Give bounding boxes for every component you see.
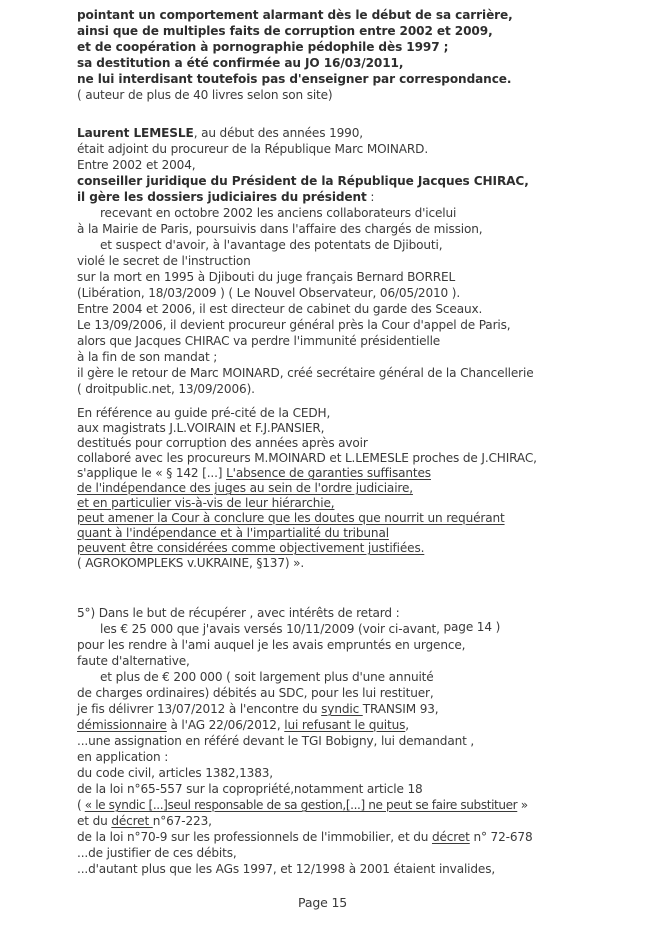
quote-span: « le syndic [...]seul responsable de sa gestion,[...] ne peut se faire substituer — [84, 798, 518, 812]
text-line: collaboré avec les procureurs M.MOINARD et L.LEMESLE proches de J.CHIRAC, — [77, 451, 537, 465]
text-span: démissionnaire — [77, 718, 167, 732]
text-span: il gère les dossiers judiciaires du président — [77, 190, 367, 204]
text-line — [77, 702, 439, 716]
text-line — [77, 830, 533, 844]
text-line: en application : — [77, 750, 169, 764]
text-span: les € 25 000 que j'avais versés 10/11/2009 (voir ci-avant, — [100, 622, 444, 636]
text-line: ainsi que de multiples faits de corruption entre 2002 et 2009, — [77, 24, 493, 38]
text-line — [77, 126, 363, 140]
text-line: était adjoint du procureur de la République Marc MOINARD. — [77, 142, 429, 156]
text-line: destitués pour corruption des années après avoir — [77, 436, 368, 450]
text-span: décret — [111, 814, 153, 828]
text-line: ...d'autant plus que les AGs 1997, et 12/1998 à 2001 étaient invalides, — [77, 862, 496, 876]
text-line: pointant un comportement alarmant dès le début de sa carrière, — [77, 8, 513, 22]
quote-line: peut amener la Cour à conclure que les doutes que nourrit un requérant — [77, 511, 505, 525]
text-span: TRANSIM 93, — [362, 702, 439, 716]
text-line: alors que Jacques CHIRAC va perdre l'immunité présidentielle — [77, 334, 441, 348]
text-line: ( droitpublic.net, 13/09/2006). — [77, 382, 255, 396]
text-line: sa destitution a été confirmée au JO 16/03/2011, — [77, 56, 404, 70]
text-line: En référence au guide pré-cité de la CEDH, — [77, 406, 331, 420]
text-line: pour les rendre à l'ami auquel je les avais empruntés en urgence, — [77, 638, 466, 652]
text-line: ...une assignation en référé devant le TGI Bobigny, lui demandant , — [77, 734, 475, 748]
text-span: ( — [77, 798, 85, 812]
text-line: et plus de € 200 000 ( soit largement plus d'une annuité — [100, 670, 434, 684]
text-line: à la Mairie de Paris, poursuivis dans l'affaire des chargés de mission, — [77, 222, 483, 236]
text-line: du code civil, articles 1382,1383, — [77, 766, 273, 780]
text-span: de la loi n°70-9 sur les professionnels de l'immobilier, et du — [77, 830, 432, 844]
text-line: conseiller juridique du Président de la République Jacques CHIRAC, — [77, 174, 529, 188]
text-line: de charges ordinaires) débités au SDC, pour les lui restituer, — [77, 686, 434, 700]
text-line: ( auteur de plus de 40 livres selon son site) — [77, 88, 333, 102]
text-line: Entre 2002 et 2004, — [77, 158, 196, 172]
quote-line: et en particulier vis-à-vis de leur hiérarchie, — [77, 496, 335, 510]
quote-line: quant à l'indépendance et à l'impartialité du tribunal — [77, 526, 389, 540]
text-line: violé le secret de l'instruction — [77, 254, 251, 268]
page-number: Page 15 — [298, 895, 348, 910]
text-span: à l'AG 22/06/2012, — [166, 718, 285, 732]
text-line: recevant en octobre 2002 les anciens collaborateurs d'icelui — [100, 206, 457, 220]
text-line: 5°) Dans le but de récupérer , avec intérêts de retard : — [77, 606, 400, 620]
text-line — [77, 190, 374, 204]
text-span: et du — [77, 814, 112, 828]
quote-line: de l'indépendance des juges au sein de l'ordre judiciaire, — [77, 481, 413, 495]
text-line — [77, 718, 409, 732]
text-span: : — [366, 190, 375, 204]
text-span: s'applique le « § 142 [...] — [77, 466, 227, 480]
text-line: (Libération, 18/03/2009 ) ( Le Nouvel Observateur, 06/05/2010 ). — [77, 286, 461, 300]
text-line: Le 13/09/2006, il devient procureur général près la Cour d'appel de Paris, — [77, 318, 511, 332]
text-line: et de coopération à pornographie pédophile dès 1997 ; — [77, 40, 449, 54]
text-line — [100, 622, 500, 636]
text-line: aux magistrats J.L.VOIRAIN et F.J.PANSIER, — [77, 421, 325, 435]
text-line: ne lui interdisant toutefois pas d'enseigner par correspondance. — [77, 72, 512, 86]
text-line: faute d'alternative, — [77, 654, 190, 668]
text-span: je fis délivrer 13/07/2012 à l'encontre du — [77, 702, 322, 716]
quote-line: peuvent être considérées comme objectivement justifiées. — [77, 541, 425, 555]
text-line — [77, 814, 212, 828]
quote-span: L'absence de garanties suffisantes — [226, 466, 431, 480]
text-line: ...de justifier de ces débits, — [77, 846, 237, 860]
text-line: sur la mort en 1995 à Djibouti du juge français Bernard BORREL — [77, 270, 456, 284]
text-line — [77, 466, 431, 480]
text-line: de la loi n°65-557 sur la copropriété,notamment article 18 — [77, 782, 423, 796]
text-line: et suspect d'avoir, à l'avantage des potentats de Djibouti, — [100, 238, 443, 252]
text-span: » — [517, 798, 528, 812]
text-line — [77, 798, 528, 812]
text-span: décret — [431, 830, 470, 844]
text-line: à la fin de son mandat ; — [77, 350, 218, 364]
person-name: Laurent LEMESLE — [77, 126, 194, 140]
text-span: , au début des années 1990, — [193, 126, 363, 140]
page-reference: page 14 ) — [443, 620, 501, 634]
text-line: ( AGROKOMPLEKS v.UKRAINE, §137) ». — [77, 556, 305, 570]
text-span: n°67-223, — [152, 814, 212, 828]
text-line: Entre 2004 et 2006, il est directeur de cabinet du garde des Sceaux. — [77, 302, 483, 316]
text-span: lui refusant le quitus — [284, 718, 406, 732]
text-span: syndic — [321, 702, 363, 716]
text-line: il gère le retour de Marc MOINARD, créé secrétaire général de la Chancellerie — [77, 366, 534, 380]
text-span: , — [405, 718, 409, 732]
text-span: n° 72-678 — [469, 830, 533, 844]
